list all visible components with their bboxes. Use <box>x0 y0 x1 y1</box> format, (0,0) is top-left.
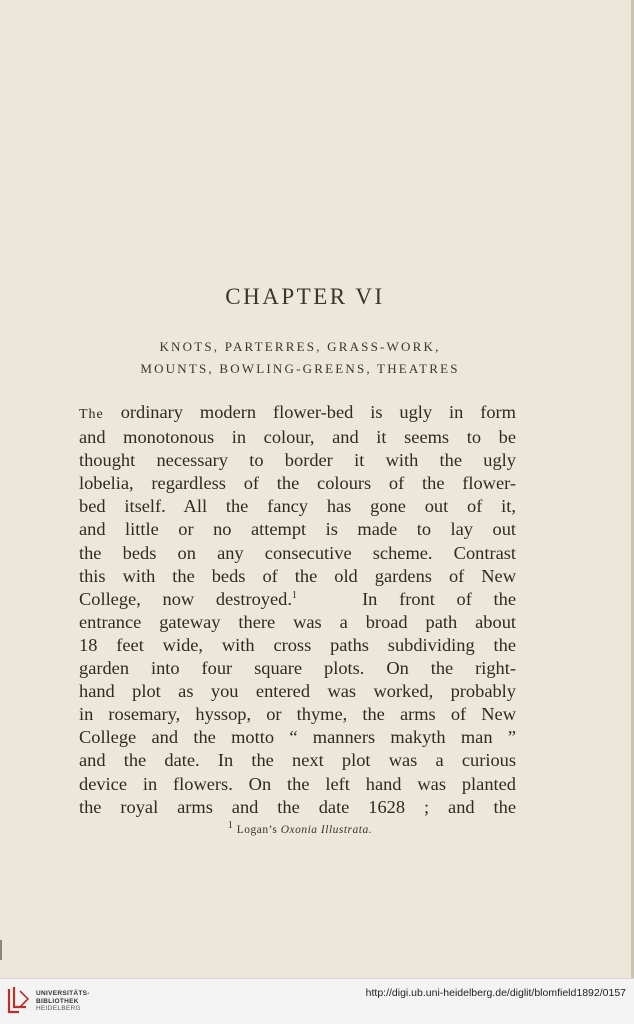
text-line: College, now destroyed.$^1$ In front of the <box>79 588 517 609</box>
text-line: in rosemary, hyssop, or thyme, the arms of New <box>79 704 516 725</box>
text-line: The ordinary modern flower-bed is ugly in form <box>79 402 516 422</box>
text-line: entrance gateway there was a broad path about <box>79 611 516 632</box>
page-edge-mark <box>0 940 2 960</box>
text-line: and monotonous in colour, and it seems to be <box>79 427 516 448</box>
text-line: device in flowers. On the left hand was planted <box>79 773 516 794</box>
text-line: the beds on any consecutive scheme. Contrast <box>79 542 516 563</box>
text-line: and little or no attempt is made to lay out <box>79 519 516 540</box>
library-logo-icon[interactable] <box>6 985 32 1015</box>
text-line: thought necessary to border it with the ugly <box>79 450 516 471</box>
chapter-subtitle-line-2: MOUNTS, BOWLING-GREENS, THEATRES <box>140 361 460 376</box>
footnote <box>0 820 600 836</box>
text-line: bed itself. All the fancy has gone out of it, <box>79 496 516 517</box>
permalink-url[interactable]: http://digi.ub.uni-heidelberg.de/diglit/blomfield1892/0157 <box>365 987 626 999</box>
text-line: 18 feet wide, with cross paths subdividing the <box>79 634 516 655</box>
text-line: this with the beds of the old gardens of New <box>79 565 516 586</box>
footnote-text: Logan’s <box>236 824 278 836</box>
text-line: garden into four square plots. On the right- <box>79 658 516 679</box>
footnote-marker: 1 <box>227 820 234 832</box>
body-paragraph <box>79 401 516 819</box>
text-line: and the date. In the next plot was a curious <box>79 750 516 771</box>
text-line: the royal arms and the date 1628 ; and the <box>79 796 516 817</box>
footnote-reference[interactable]: 1 <box>291 589 297 601</box>
text-line: lobelia, regardless of the colours of the flower- <box>79 473 516 494</box>
text-line: hand plot as you entered was worked, probably <box>79 681 516 702</box>
chapter-subtitle-line-1: KNOTS, PARTERRES, GRASS-WORK, <box>159 339 441 354</box>
footnote-title: Oxonia Illustrata. <box>280 824 373 836</box>
chapter-title: CHAPTER VI <box>225 284 385 309</box>
library-name[interactable]: UNIVERSITÄTS- BIBLIOTHEK HEIDELBERG <box>36 990 90 1012</box>
footer-bar <box>0 978 634 1024</box>
text-line: College and the motto “ manners makyth man ” <box>79 727 516 748</box>
drop-word: The <box>79 407 104 422</box>
